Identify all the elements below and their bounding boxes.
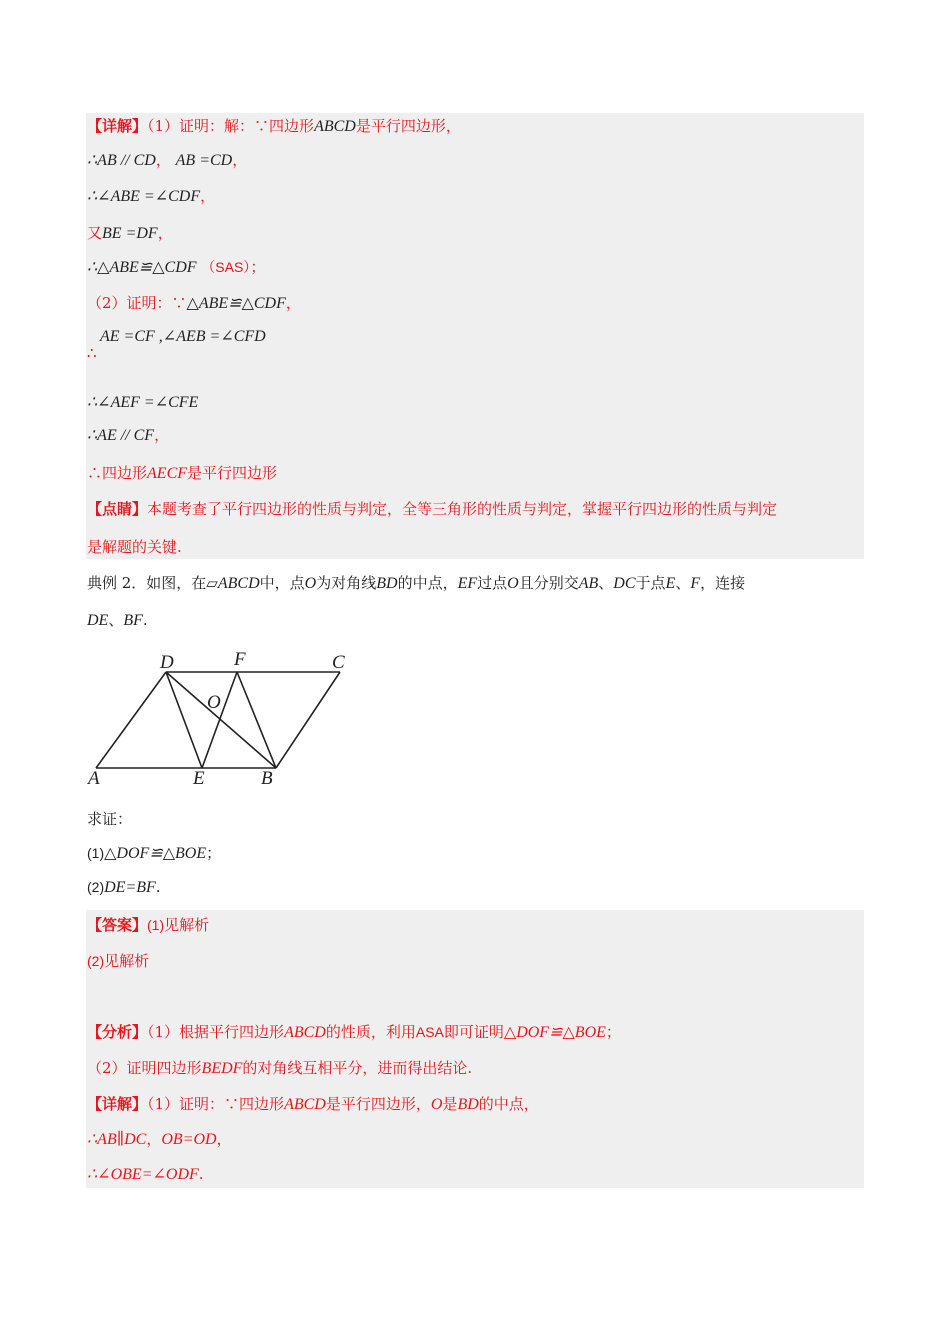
text: 且分别交	[518, 574, 579, 592]
text: 是解题的关键.	[87, 538, 182, 556]
text: 的中点，	[397, 574, 458, 592]
detail-line-8	[87, 342, 97, 364]
detail-line-4	[87, 222, 173, 244]
detail-tag: 【详解】	[87, 1095, 148, 1113]
answer-tag: 【答案】	[87, 916, 148, 934]
text: ，	[154, 426, 170, 444]
text: ；	[206, 844, 222, 862]
text: (2)	[87, 953, 105, 969]
diagonal-bd	[166, 672, 276, 768]
math: ∴AB∥DC	[87, 1131, 147, 1148]
text: ，	[157, 224, 173, 242]
detail2-line-3	[87, 1163, 204, 1185]
detail-line-10	[87, 424, 169, 446]
text: 是平行四边形，	[325, 1095, 431, 1113]
math: ∴∠ABE =∠CDF	[87, 188, 201, 205]
label-c: C	[332, 652, 345, 673]
text: ∴	[87, 344, 97, 362]
text: ，	[285, 294, 301, 312]
text: 、	[675, 574, 691, 592]
text: 为对角线	[316, 574, 377, 592]
detail-line-6	[87, 292, 301, 314]
math: ABCD	[217, 575, 260, 592]
label-b: B	[261, 768, 273, 788]
text: ，连接	[700, 574, 746, 592]
text: （2）证明：∵	[87, 294, 187, 312]
text: ；	[250, 258, 266, 276]
answer-line-2	[87, 950, 149, 972]
math: ∴AE // CF	[87, 427, 155, 444]
text: 、	[598, 574, 614, 592]
detail-line-9	[87, 391, 198, 413]
math: OB=OD	[161, 1131, 217, 1148]
detail-line-5	[87, 256, 265, 278]
label-a: A	[88, 768, 100, 788]
text: 典例 2．如图，在▱	[87, 574, 218, 592]
math: BF	[123, 612, 143, 629]
detail-line-7	[100, 325, 266, 347]
text: 见解析	[164, 916, 210, 934]
math: BE =DF	[102, 225, 158, 242]
segment-bf	[237, 672, 276, 768]
math: F	[690, 575, 701, 592]
math: DC	[613, 575, 636, 592]
text: 是平行四边形，	[355, 117, 461, 135]
text: 于点	[635, 574, 666, 592]
text: （2）证明四边形	[87, 1059, 202, 1077]
text: 、	[108, 611, 124, 629]
label-e: E	[193, 768, 205, 788]
text: 是平行四边形	[187, 464, 278, 482]
example-line-2	[87, 609, 148, 631]
text: ∴四边形	[87, 464, 148, 482]
text: 过点	[477, 574, 508, 592]
math: ABCD	[284, 1096, 326, 1113]
text: （1）根据平行四边形	[147, 1023, 285, 1041]
example-line-1	[87, 572, 745, 594]
label-o: O	[207, 692, 221, 713]
analysis-line-2	[87, 1057, 472, 1079]
text: 即可证明	[443, 1023, 504, 1041]
math: △DOF≌△BOE	[503, 1024, 606, 1041]
analysis-line-1	[87, 1021, 621, 1043]
text: .	[155, 878, 161, 896]
edge-bc	[276, 672, 340, 768]
edge-ad	[96, 672, 166, 768]
math: O	[430, 1096, 443, 1113]
text: （1）证明：解：∵四边形	[147, 117, 315, 135]
text: 本题考查了平行四边形的性质与判定，全等三角形的性质与判定，掌握平行四边形的性质与判定	[147, 500, 778, 518]
detail-line-3	[87, 185, 215, 207]
math: O	[507, 575, 519, 592]
text: 的中点，	[478, 1095, 539, 1113]
segment-ef	[202, 672, 237, 768]
segment-de	[166, 672, 202, 768]
text: 的性质，利用	[325, 1023, 416, 1041]
parallelogram-figure	[80, 648, 370, 788]
text: (1)	[87, 845, 105, 861]
comment-line-1	[87, 498, 777, 520]
detail-tag: 【详解】	[87, 117, 148, 135]
math: E	[665, 575, 676, 592]
math: DE	[87, 612, 109, 629]
detail-line-11	[87, 462, 277, 484]
math: ∴AB // CD	[87, 152, 156, 169]
math: ABCD	[314, 118, 356, 135]
text: 见解析	[104, 952, 150, 970]
math: AE =CF ,∠AEB =∠CFD	[100, 328, 266, 345]
prove-item-1	[87, 842, 221, 864]
text: ，	[155, 151, 171, 169]
answer-line-1	[87, 914, 209, 936]
text: ，	[232, 151, 248, 169]
detail-line-1	[87, 115, 461, 137]
text: （SAS）	[201, 259, 251, 275]
text: 中，点	[259, 574, 305, 592]
math: BD	[376, 575, 398, 592]
detail-line-2	[87, 149, 247, 171]
analysis-tag: 【分析】	[87, 1023, 148, 1041]
text: ，	[200, 187, 216, 205]
math: AECF	[147, 465, 188, 482]
detail2-line-1	[87, 1093, 539, 1115]
math: AB =CD	[175, 152, 233, 169]
text: .	[198, 1165, 204, 1183]
label-f: F	[234, 649, 246, 670]
text: （1）证明：∵四边形	[147, 1095, 285, 1113]
math: △ABE≌△CDF	[186, 295, 286, 312]
text: 的对角线互相平分，进而得出结论.	[242, 1059, 473, 1077]
text: ，	[146, 1130, 162, 1148]
comment-line-2	[87, 536, 182, 558]
math: ∴∠AEF =∠CFE	[87, 394, 199, 411]
text: ASA	[415, 1024, 444, 1040]
prove-item-2	[87, 876, 161, 898]
math: EF	[457, 575, 478, 592]
label-d: D	[160, 652, 174, 673]
math: O	[304, 575, 317, 592]
text: .	[142, 611, 148, 629]
text: 求证：	[87, 810, 133, 828]
prove-heading	[87, 808, 132, 830]
math: △DOF≌△BOE	[104, 845, 207, 862]
text: ，	[216, 1130, 232, 1148]
math: BD	[457, 1096, 479, 1113]
detail2-line-2	[87, 1128, 232, 1150]
comment-tag: 【点睛】	[87, 500, 148, 518]
math: ∴∠OBE=∠ODF	[87, 1166, 199, 1183]
math: ABCD	[284, 1024, 326, 1041]
math: AB	[578, 575, 599, 592]
text: ；	[605, 1023, 621, 1041]
text: (1)	[147, 917, 165, 933]
text: (2)	[87, 879, 105, 895]
math: ∴△ABE≌△CDF	[87, 259, 197, 276]
text: 是	[442, 1095, 458, 1113]
math: DE=BF	[104, 879, 156, 896]
math: BEDF	[201, 1060, 243, 1077]
text: 又	[87, 224, 103, 242]
